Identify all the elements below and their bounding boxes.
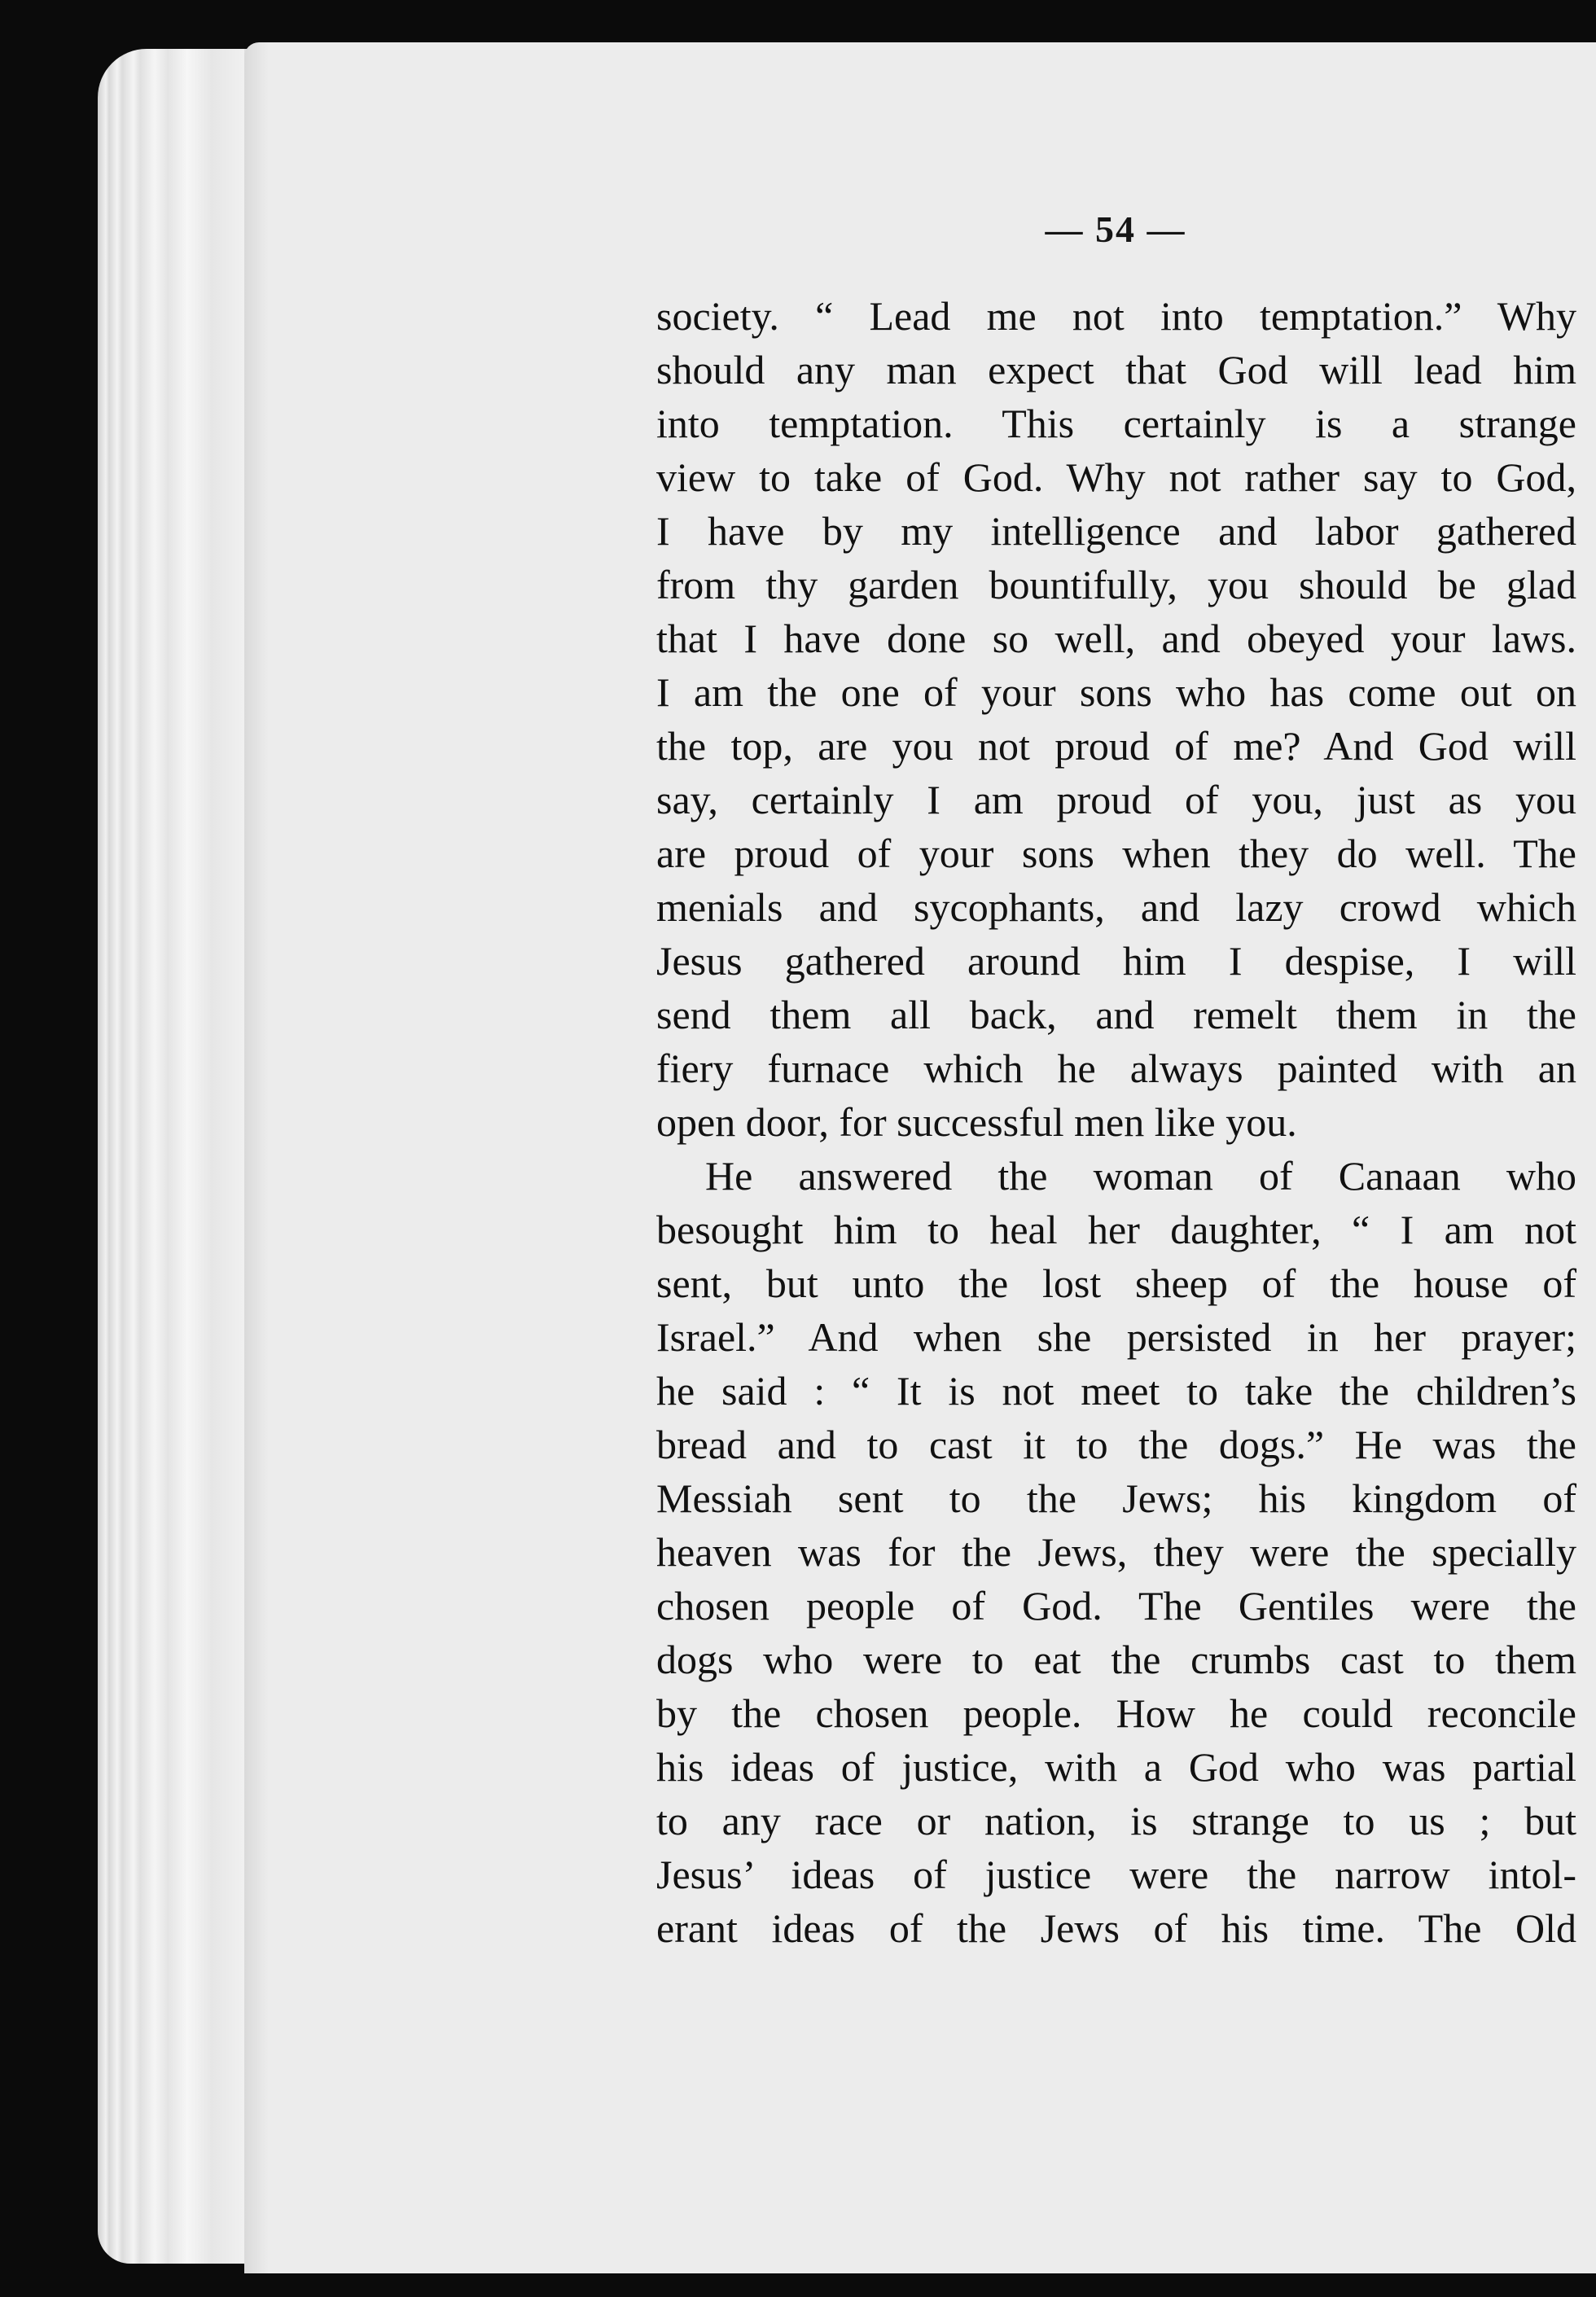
text-line: bread and to cast it to the dogs.” He was the bbox=[656, 1422, 1576, 1467]
text-line: Messiah sent to the Jews; his kingdom of bbox=[656, 1475, 1576, 1521]
text-line: Jesus gathered around him I despise, I will bbox=[656, 938, 1576, 984]
text-line: from thy garden bountifully, you should be glad bbox=[656, 562, 1576, 607]
text-line: I have by my intelligence and labor gathered bbox=[656, 508, 1576, 554]
page-number: — 54 — bbox=[1045, 208, 1186, 250]
text-line: into temptation. This certainly is a strange bbox=[656, 401, 1576, 446]
text-line: erant ideas of the Jews of his time. The Old bbox=[656, 1905, 1576, 1951]
text-line: sent, but unto the lost sheep of the house of bbox=[656, 1260, 1576, 1306]
text-line: Jesus’ ideas of justice were the narrow intol- bbox=[656, 1852, 1576, 1897]
text-line: say, certainly I am proud of you, just as you bbox=[656, 777, 1576, 822]
text-line: besought him to heal her daughter, “ I am not bbox=[656, 1207, 1576, 1252]
text-line: I am the one of your sons who has come out on bbox=[656, 669, 1576, 715]
text-line: view to take of God. Why not rather say to God, bbox=[656, 454, 1576, 500]
page-gutter-shadow bbox=[244, 42, 269, 2273]
text-line: open door, for successful men like you. bbox=[656, 1099, 1297, 1145]
text-line: society. “ Lead me not into temptation.” Why bbox=[656, 293, 1576, 339]
text-line: He answered the woman of Canaan who bbox=[705, 1153, 1576, 1199]
text-line: by the chosen people. How he could reconcile bbox=[656, 1690, 1576, 1736]
text-line: should any man expect that God will lead him bbox=[656, 347, 1576, 392]
text-line: send them all back, and remelt them in the bbox=[656, 992, 1576, 1037]
text-line: chosen people of God. The Gentiles were the bbox=[656, 1583, 1576, 1629]
body-text bbox=[656, 289, 1576, 1955]
text-line: that I have done so well, and obeyed your laws. bbox=[656, 616, 1576, 661]
text-line: the top, are you not proud of me? And God will bbox=[656, 723, 1576, 769]
text-line: Israel.” And when she persisted in her prayer; bbox=[656, 1314, 1576, 1360]
text-line: his ideas of justice, with a God who was partial bbox=[656, 1744, 1576, 1790]
text-line: menials and sycophants, and lazy crowd which bbox=[656, 884, 1576, 930]
text-line: are proud of your sons when they do well. The bbox=[656, 831, 1576, 876]
text-line: to any race or nation, is strange to us ; but bbox=[656, 1798, 1576, 1843]
text-line: fiery furnace which he always painted with an bbox=[656, 1045, 1576, 1091]
text-line: he said : “ It is not meet to take the children’s bbox=[656, 1368, 1576, 1414]
text-line: heaven was for the Jews, they were the specially bbox=[656, 1529, 1576, 1575]
text-line: dogs who were to eat the crumbs cast to them bbox=[656, 1637, 1576, 1682]
